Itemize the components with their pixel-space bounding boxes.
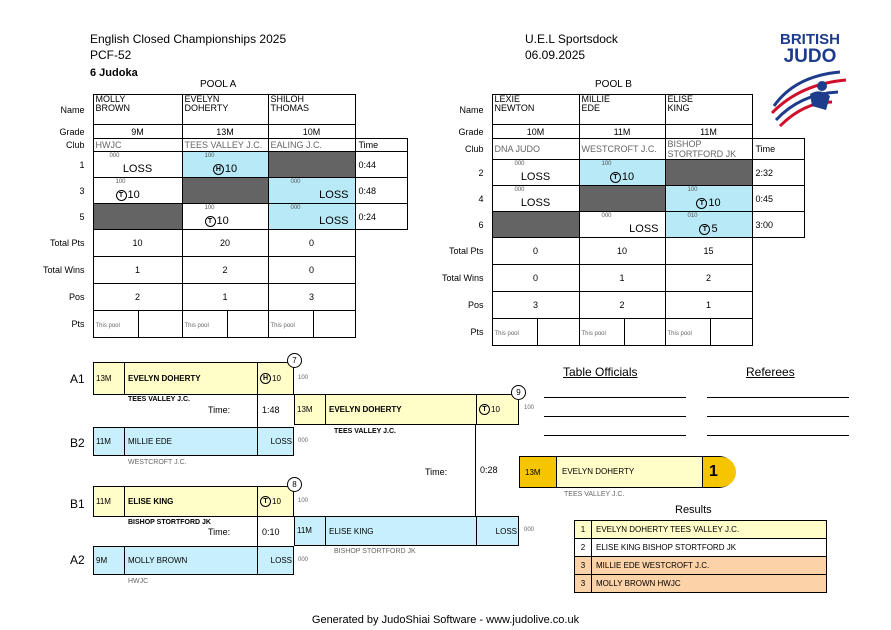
time-label: Time: <box>208 527 231 537</box>
pts-label: Pts <box>470 327 484 337</box>
row-number: 1 <box>79 159 85 170</box>
pool-b-name-3: ELISE KING <box>665 95 752 125</box>
pool-a-grade-2: 13M <box>182 125 268 139</box>
row-number: 6 <box>478 219 484 230</box>
club: BISHOP STORTFORD JK <box>128 519 211 526</box>
total-wins: 0 <box>268 257 355 284</box>
tori-icon: T <box>205 216 216 227</box>
seed-b2: B2 <box>70 436 85 450</box>
category: PCF-52 <box>90 48 132 62</box>
result-cell: 100 T 10 <box>182 204 268 230</box>
club: TEES VALLEY J.C. <box>564 491 625 498</box>
row-number: 3 <box>79 185 85 196</box>
seed-a2: A2 <box>70 553 85 567</box>
club-label: Club <box>65 140 85 150</box>
hansoku-icon: H <box>260 373 271 384</box>
match-time: 2:32 <box>752 160 804 186</box>
pool-b-club-1: DNA JUDO <box>492 139 579 160</box>
british-judo-logo: BRITISH JUDO <box>770 32 850 133</box>
score: 100 <box>298 375 309 381</box>
total-pts: 10 <box>93 230 182 257</box>
tori-icon: T <box>479 404 490 415</box>
seed-b1: B1 <box>70 497 85 511</box>
total-wins: 1 <box>93 257 182 284</box>
pool-a-name-1: MOLLY BROWN <box>93 95 182 125</box>
tori-icon: T <box>116 190 127 201</box>
pos-label: Pos <box>467 300 484 310</box>
results-table <box>574 520 827 593</box>
result-cell: 100 H 10 <box>182 152 268 178</box>
result-row: 2 ELISE KING BISHOP STORTFORD JK <box>575 539 826 557</box>
fighter-b1: 11M ELISE KING T 10 <box>93 486 294 517</box>
score: 100 <box>298 498 309 504</box>
club: WESTCROFT J.C. <box>128 459 187 466</box>
score: 000 <box>298 438 309 444</box>
match-time: 0:24 <box>355 204 407 230</box>
grade-label: Grade <box>458 126 484 137</box>
result-cell: 010 T 5 <box>665 212 752 238</box>
result-row: 3 MOLLY BROWN HWJC <box>575 575 826 593</box>
club: BISHOP STORTFORD JK <box>334 548 416 555</box>
referees-label: Referees <box>746 365 795 379</box>
pool-b-club-3: BISHOP STORTFORD JK <box>665 139 752 160</box>
result-cell: 000 LOSS <box>492 160 579 186</box>
club: TEES VALLEY J.C. <box>334 428 396 435</box>
position: 1 <box>182 284 268 311</box>
date: 06.09.2025 <box>525 48 586 62</box>
event-title: English Closed Championships 2025 <box>90 32 287 46</box>
position: 3 <box>492 292 579 319</box>
club: TEES VALLEY J.C. <box>128 396 190 403</box>
row-number: 5 <box>79 211 85 222</box>
this-pool-cell: This pool <box>268 311 355 338</box>
score: 100 <box>524 405 535 411</box>
this-pool-cell: This pool <box>579 319 665 346</box>
pool-a-table <box>40 94 408 338</box>
pool-a-club-2: TEES VALLEY J.C. <box>182 139 268 152</box>
pool-a-grade-3: 10M <box>268 125 355 139</box>
total-wins: 2 <box>665 265 752 292</box>
time-label: Time: <box>208 405 231 415</box>
pool-b-grade-2: 11M <box>579 125 665 139</box>
total-pts: 20 <box>182 230 268 257</box>
name-label: Name <box>60 104 85 115</box>
match-number: 9 <box>511 385 526 400</box>
total-wins: 1 <box>579 265 665 292</box>
tori-icon: T <box>696 198 707 209</box>
result-cell: 100 T 10 <box>93 178 182 204</box>
name-label: Name <box>459 104 484 115</box>
pool-a-name-3: SHILOH THOMAS <box>268 95 355 125</box>
match-time: 3:00 <box>752 212 804 238</box>
pool-b-grade-1: 10M <box>492 125 579 139</box>
total-pts: 15 <box>665 238 752 265</box>
pool-a-club-1: HWJC <box>93 139 182 152</box>
fighter-a2: 9M MOLLY BROWN LOSS <box>93 546 294 575</box>
result-row: 3 MILLIE EDE WESTCROFT J.C. <box>575 557 826 575</box>
total-wins-label: Total Wins <box>441 273 484 283</box>
pool-a-grade-1: 9M <box>93 125 182 139</box>
result-cell: 100 T 10 <box>665 186 752 212</box>
row-number: 2 <box>478 167 484 178</box>
club-label: Club <box>464 144 484 154</box>
grade-label: Grade <box>59 126 85 137</box>
time-header: Time <box>752 139 804 160</box>
this-pool-cell: This pool <box>665 319 752 346</box>
pool-b-club-2: WESTCROFT J.C. <box>579 139 665 160</box>
judoka-count: 6 Judoka <box>90 67 138 79</box>
this-pool-cell: This pool <box>492 319 579 346</box>
total-pts: 10 <box>579 238 665 265</box>
result-cell: 000 LOSS <box>93 152 182 178</box>
result-cell: 000 LOSS <box>492 186 579 212</box>
pool-b-grade-3: 11M <box>665 125 752 139</box>
total-pts-label: Total Pts <box>448 246 484 256</box>
total-pts: 0 <box>492 238 579 265</box>
position: 1 <box>665 292 752 319</box>
position: 3 <box>268 284 355 311</box>
tori-icon: T <box>260 496 271 507</box>
match-time: 0:44 <box>355 152 407 178</box>
result-cell: 000 LOSS <box>579 212 665 238</box>
time-label: Time: <box>425 467 448 477</box>
total-wins-label: Total Wins <box>42 265 85 275</box>
winner-box: 13M EVELYN DOHERTY 1 <box>519 456 735 488</box>
match-time: 0:48 <box>355 178 407 204</box>
hansoku-icon: H <box>213 164 224 175</box>
row-number: 4 <box>478 193 484 204</box>
result-row: 1 EVELYN DOHERTY TEES VALLEY J.C. <box>575 521 826 539</box>
total-pts-label: Total Pts <box>49 238 85 248</box>
pos-label: Pos <box>68 292 85 302</box>
match-time: 1:48 <box>262 405 280 415</box>
match-number: 7 <box>287 353 302 368</box>
position: 2 <box>579 292 665 319</box>
seed-a1: A1 <box>70 372 85 386</box>
footer: Generated by JudoShiai Software - www.judolive.co.uk <box>311 614 580 626</box>
pool-b-name-2: MILLIE EDE <box>579 95 665 125</box>
venue: U.E.L Sportsdock <box>525 32 618 46</box>
pool-b-title: POOL B <box>595 79 632 90</box>
total-wins: 2 <box>182 257 268 284</box>
pool-b-table <box>440 94 805 346</box>
time-header: Time <box>355 139 407 152</box>
this-pool-cell: This pool <box>93 311 182 338</box>
pool-a-name-2: EVELYN DOHERTY <box>182 95 268 125</box>
final-fighter-a: 13M EVELYN DOHERTY T 10 <box>294 394 519 425</box>
score: 000 <box>524 527 535 533</box>
pool-a-title: POOL A <box>200 79 237 90</box>
pool-a-club-3: EALING J.C. <box>268 139 355 152</box>
match-time: 0:28 <box>480 465 498 475</box>
final-fighter-b: 11M ELISE KING LOSS <box>294 516 519 546</box>
result-cell: 000 LOSS <box>268 178 355 204</box>
fighter-b2: 11M MILLIE EDE LOSS <box>93 427 294 456</box>
tori-icon: T <box>610 172 621 183</box>
this-pool-cell: This pool <box>182 311 268 338</box>
match-number: 8 <box>287 477 302 492</box>
pts-label: Pts <box>71 319 85 329</box>
match-time: 0:45 <box>752 186 804 212</box>
match-time: 0:10 <box>262 527 280 537</box>
table-officials-label: Table Officials <box>563 365 638 379</box>
tori-icon: T <box>699 224 710 235</box>
fighter-a1: 13M EVELYN DOHERTY H 10 <box>93 362 294 395</box>
pool-b-name-1: LEXIE NEWTON <box>492 95 579 125</box>
total-pts: 0 <box>268 230 355 257</box>
results-label: Results <box>675 504 712 516</box>
total-wins: 0 <box>492 265 579 292</box>
position: 2 <box>93 284 182 311</box>
result-cell: 100 T 10 <box>579 160 665 186</box>
club: HWJC <box>128 578 149 585</box>
result-cell: 000 LOSS <box>268 204 355 230</box>
score: 000 <box>298 557 309 563</box>
